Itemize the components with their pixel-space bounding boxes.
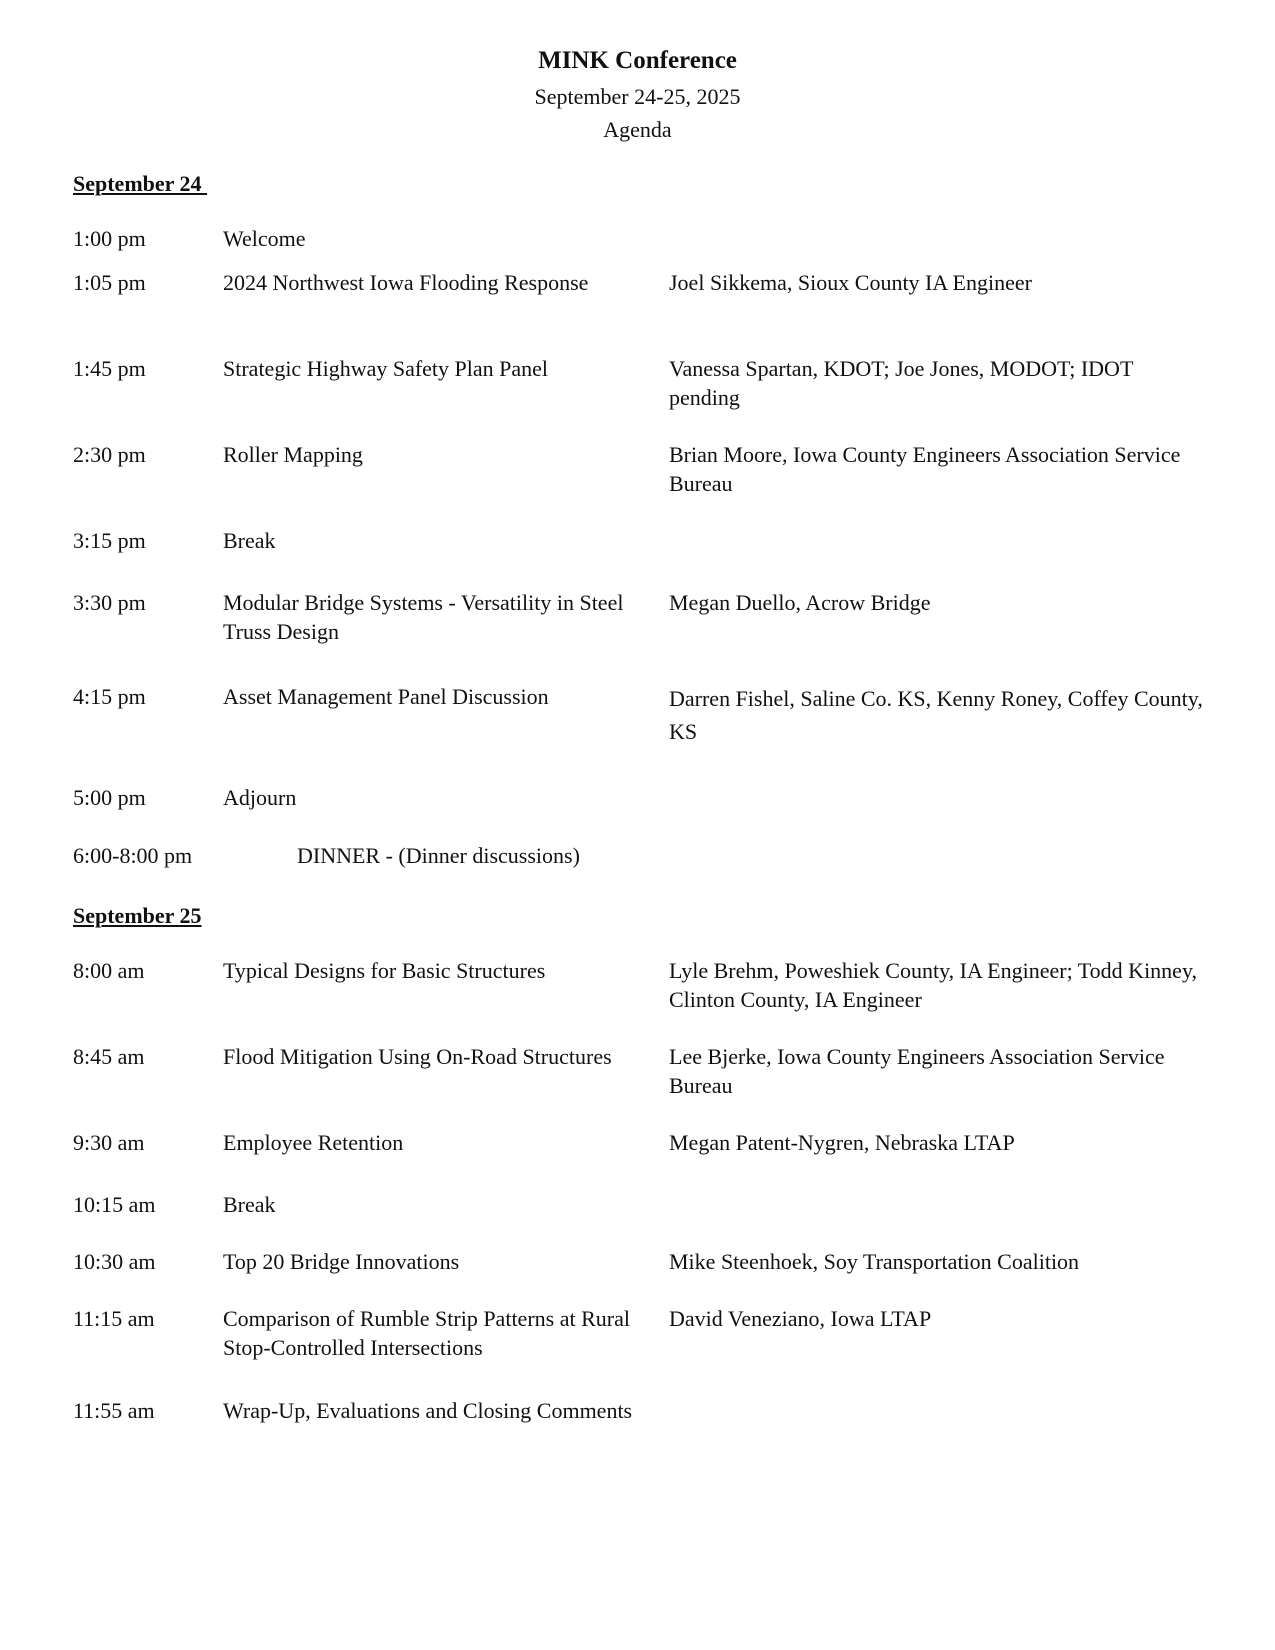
session-topic: Break [223, 528, 276, 553]
session-speaker: Lyle Brehm, Poweshiek County, IA Engineer; Todd Kinney, Clinton County, IA Engineer [669, 958, 1198, 1012]
session-topic: Asset Management Panel Discussion [223, 684, 549, 709]
session-speaker: Vanessa Spartan, KDOT; Joe Jones, MODOT; IDOT pending [669, 356, 1133, 410]
session-topic: Break [223, 1192, 276, 1217]
session-topic: DINNER - (Dinner discussions) [297, 843, 580, 868]
session-topic: 2024 Northwest Iowa Flooding Response [223, 270, 589, 295]
session-topic: Roller Mapping [223, 442, 363, 467]
session-topic: Comparison of Rumble Strip Patterns at Rural Stop-Controlled Intersections [223, 1306, 630, 1360]
session-time: 3:15 pm [73, 528, 146, 553]
session-time: 3:30 pm [73, 590, 146, 615]
day-heading-september-24: September 24 [73, 171, 208, 196]
conference-title: MINK Conference [538, 47, 737, 74]
conference-dates: September 24-25, 2025 [534, 84, 741, 109]
session-time: 8:45 am [73, 1044, 145, 1069]
day-heading-september-25: September 25 [73, 903, 202, 928]
session-time: 2:30 pm [73, 442, 146, 467]
session-speaker: Darren Fishel, Saline Co. KS, Kenny Roney, Coffey County, KS [669, 686, 1203, 744]
session-time: 9:30 am [73, 1130, 145, 1155]
session-topic: Top 20 Bridge Innovations [223, 1249, 460, 1274]
session-time: 11:15 am [73, 1306, 155, 1331]
session-topic: Welcome [223, 226, 306, 251]
agenda-label: Agenda [603, 117, 672, 142]
session-topic: Employee Retention [223, 1130, 404, 1155]
session-time: 4:15 pm [73, 684, 146, 709]
session-topic: Wrap-Up, Evaluations and Closing Comments [223, 1398, 633, 1423]
session-time: 11:55 am [73, 1398, 155, 1423]
session-topic: Modular Bridge Systems - Versatility in Steel Truss Design [223, 590, 624, 644]
session-speaker: Mike Steenhoek, Soy Transportation Coalition [669, 1249, 1080, 1274]
session-speaker: Joel Sikkema, Sioux County IA Engineer [669, 270, 1032, 295]
session-speaker: David Veneziano, Iowa LTAP [669, 1306, 932, 1331]
session-time: 6:00-8:00 pm [73, 843, 193, 868]
session-speaker: Megan Patent-Nygren, Nebraska LTAP [669, 1130, 1015, 1155]
session-topic: Adjourn [223, 785, 297, 810]
session-speaker: Lee Bjerke, Iowa County Engineers Association Service Bureau [669, 1044, 1165, 1098]
session-time: 10:15 am [73, 1192, 156, 1217]
session-topic: Flood Mitigation Using On-Road Structures [223, 1044, 612, 1069]
session-topic: Strategic Highway Safety Plan Panel [223, 356, 549, 381]
session-speaker: Brian Moore, Iowa County Engineers Association Service Bureau [669, 442, 1181, 496]
session-speaker: Megan Duello, Acrow Bridge [669, 590, 931, 615]
session-time: 10:30 am [73, 1249, 156, 1274]
session-time: 1:45 pm [73, 356, 146, 381]
session-time: 5:00 pm [73, 785, 146, 810]
session-time: 8:00 am [73, 958, 145, 983]
session-topic: Typical Designs for Basic Structures [223, 958, 546, 983]
session-time: 1:00 pm [73, 226, 146, 251]
session-time: 1:05 pm [73, 270, 146, 295]
